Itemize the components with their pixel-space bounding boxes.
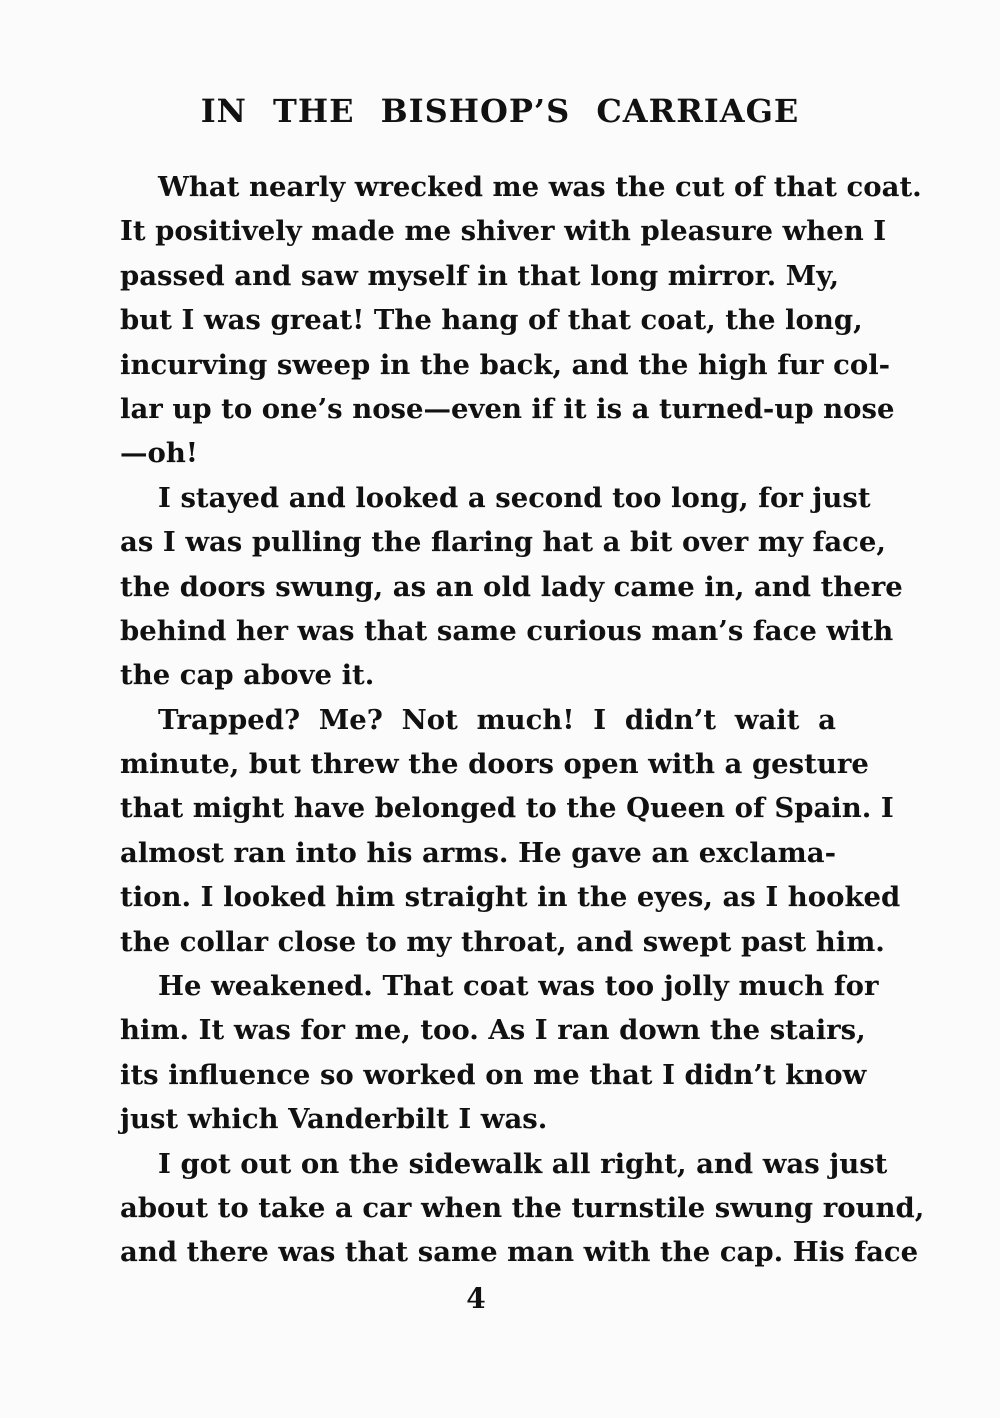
text-line: Trapped? Me? Not much! I didn’t wait a — [158, 703, 836, 736]
text-line: its influence so worked on me that I didn’t know — [120, 1058, 867, 1091]
text-line: but I was great! The hang of that coat, the long, — [120, 304, 863, 337]
body-text — [120, 165, 925, 1275]
text-line: the doors swung, as an old lady came in, and there — [120, 570, 903, 603]
text-line: that might have belonged to the Queen of Spain. I — [120, 792, 894, 825]
text-line: tion. I looked him straight in the eyes, as I hooked — [120, 881, 901, 914]
paragraph-4 — [120, 964, 879, 1142]
text-line: passed and saw myself in that long mirror. My, — [120, 259, 840, 292]
text-line: lar up to one’s nose—even if it is a turned-up nose — [120, 392, 895, 425]
paragraph-2 — [120, 476, 903, 698]
paragraph-3 — [120, 698, 901, 964]
text-line: incurving sweep in the back, and the high fur col- — [120, 348, 891, 381]
text-line: I got out on the sidewalk all right, and was just — [158, 1147, 888, 1180]
text-line: as I was pulling the flaring hat a bit over my face, — [120, 526, 886, 559]
text-line: and there was that same man with the cap. His face — [120, 1236, 919, 1269]
text-line: almost ran into his arms. He gave an exclama- — [120, 836, 836, 869]
text-line: I stayed and looked a second too long, for just — [158, 481, 871, 514]
text-line: It positively made me shiver with pleasure when I — [120, 215, 887, 248]
text-line: the collar close to my throat, and swept past him. — [120, 925, 885, 958]
page-number: 4 — [466, 1282, 486, 1315]
text-line: behind her was that same curious man’s face with — [120, 614, 894, 647]
running-head: IN THE BISHOP’S CARRIAGE — [200, 92, 800, 130]
text-line: minute, but threw the doors open with a gesture — [120, 748, 869, 781]
paragraph-1 — [120, 165, 922, 476]
text-line: —oh! — [120, 437, 198, 470]
paragraph-5 — [120, 1142, 925, 1275]
text-line: He weakened. That coat was too jolly much for — [158, 970, 879, 1003]
text-line: just which Vanderbilt I was. — [120, 1103, 548, 1136]
text-line: him. It was for me, too. As I ran down the stairs, — [120, 1014, 866, 1047]
text-line: the cap above it. — [120, 659, 375, 692]
text-line: about to take a car when the turnstile swung round, — [120, 1191, 925, 1224]
text-line: What nearly wrecked me was the cut of that coat. — [158, 171, 922, 203]
